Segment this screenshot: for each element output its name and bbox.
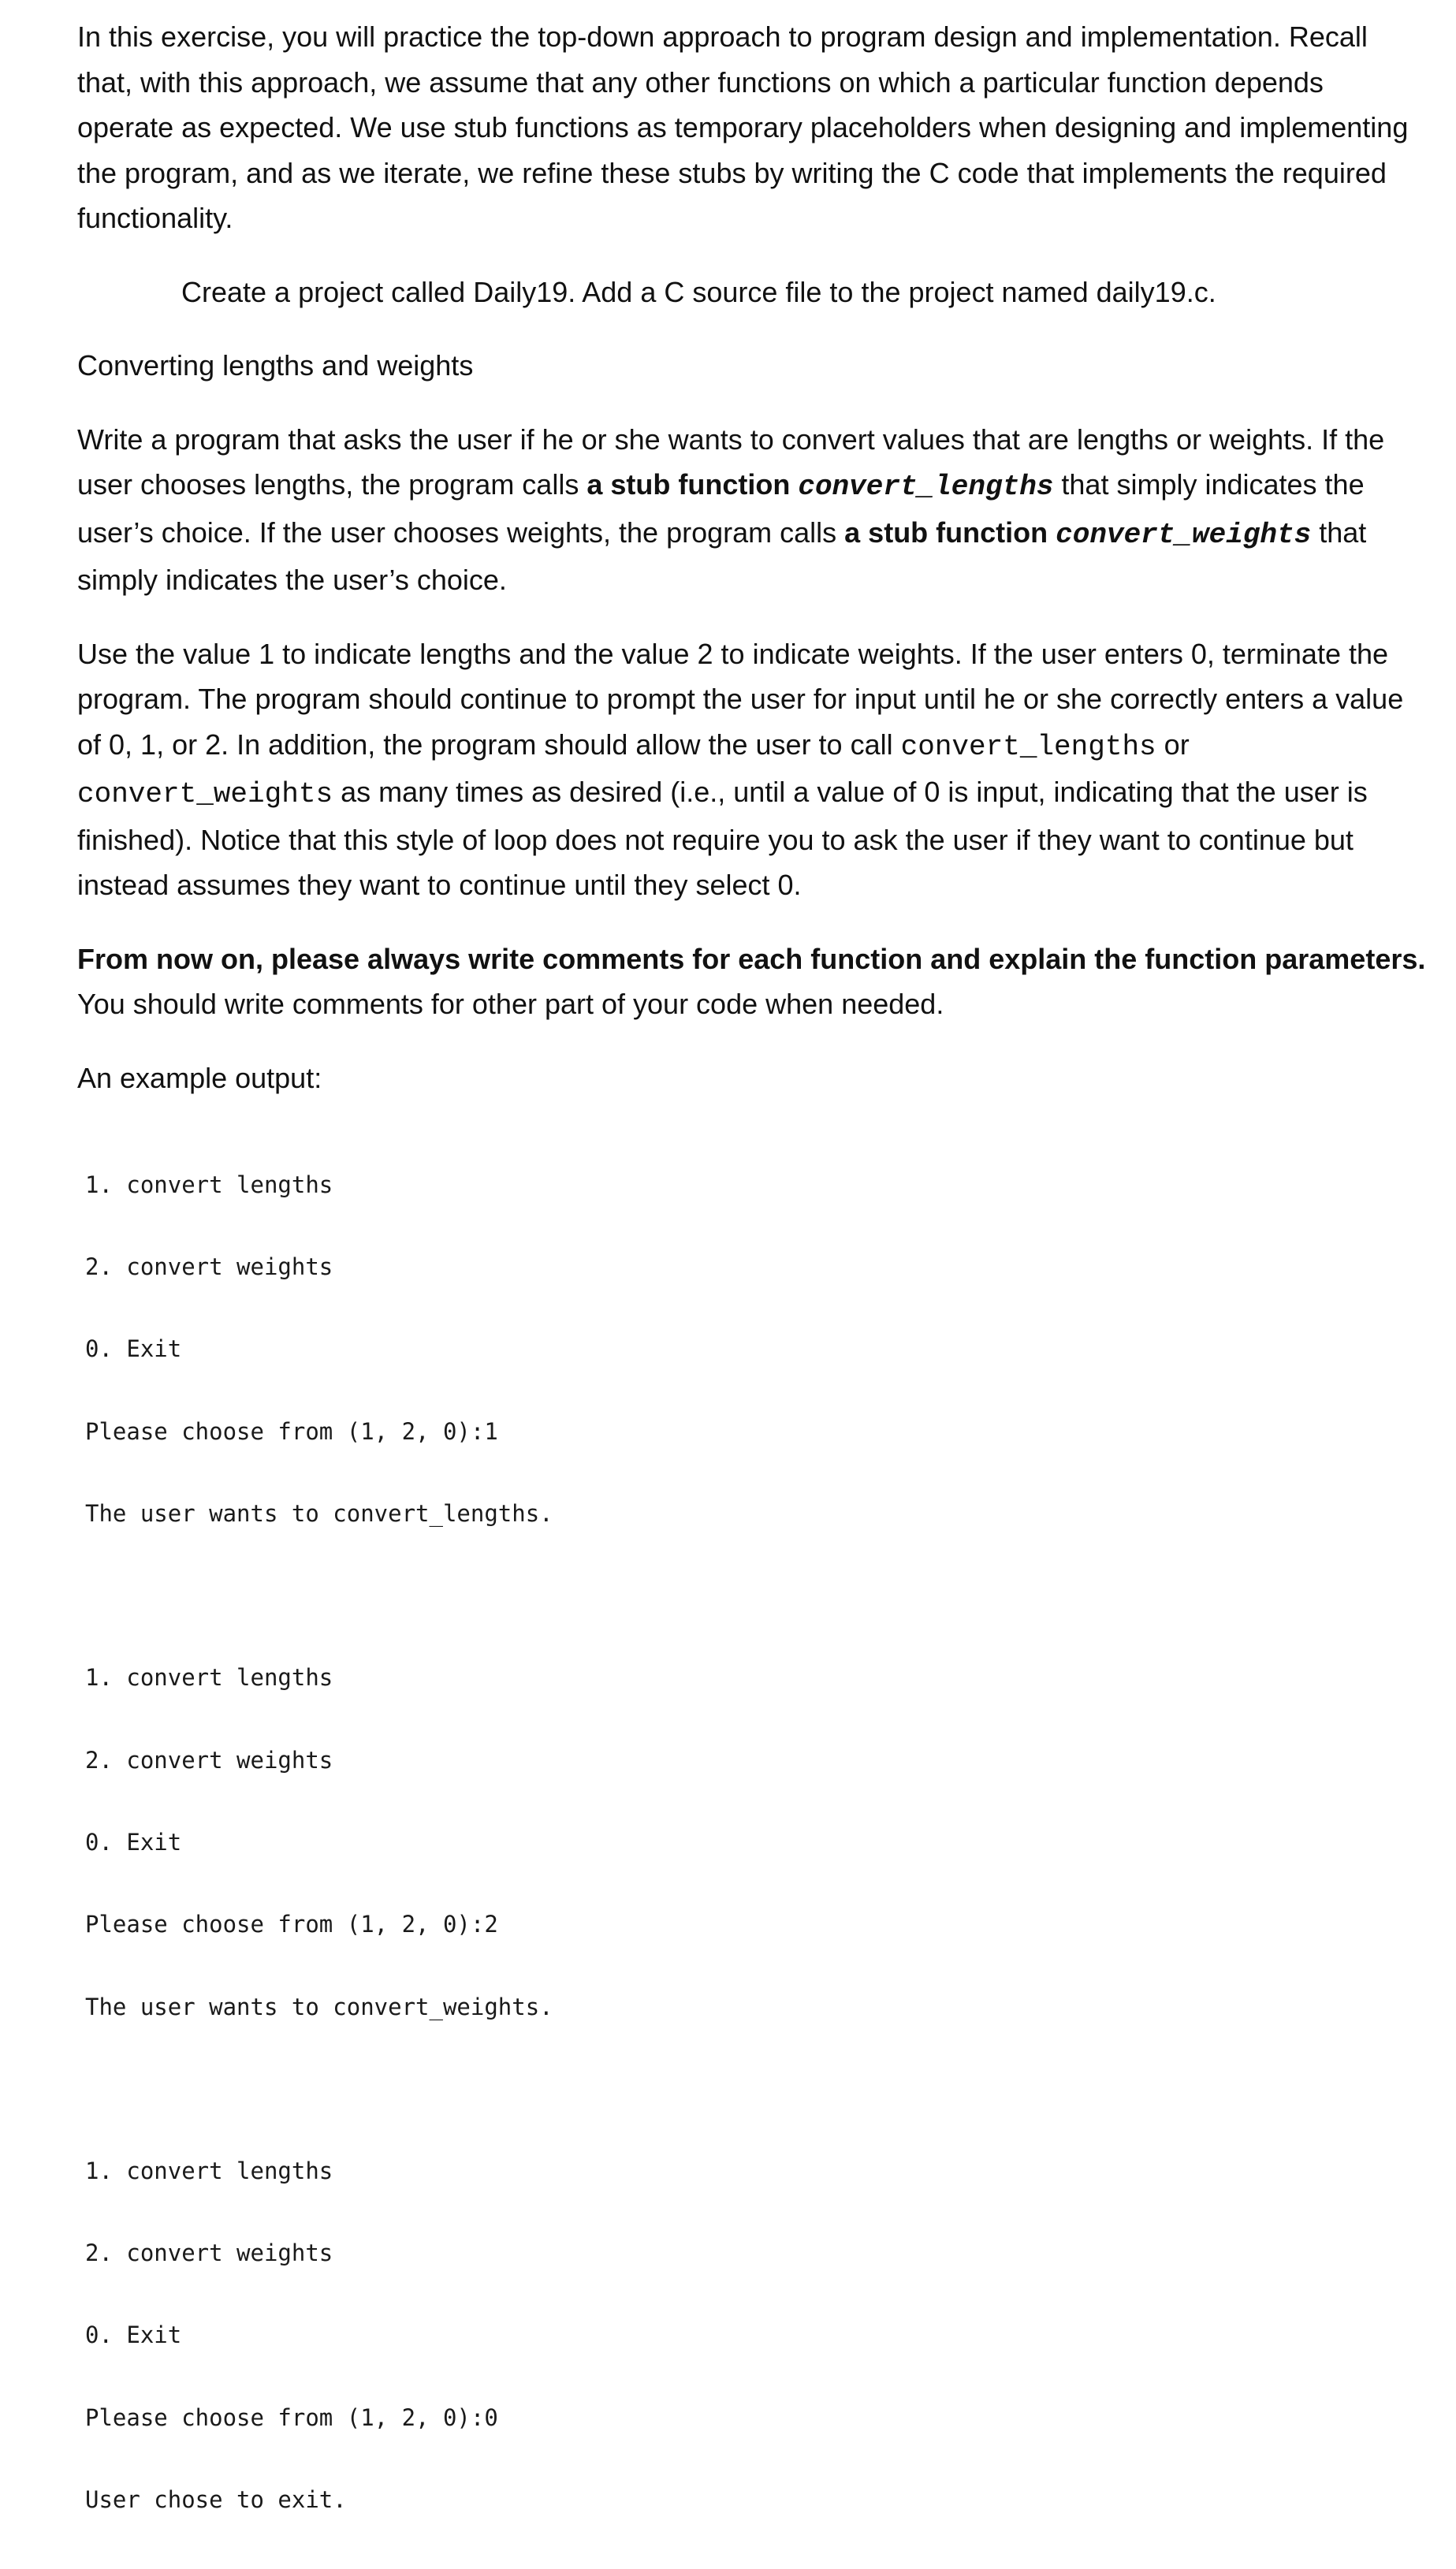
section-title: Converting lengths and weights [77,349,474,382]
document-page [77,14,1427,2569]
console-block-3 [77,2102,1427,2569]
para2-text-3: as many times as desired (i.e., until a value of 0 is input, indicating that the user is finished). Notice that this style of loop does not require you to ask the user if they want to continue but instead assumes they want to continue until they select 0. [77,776,1368,901]
console-line: 0. Exit [85,1828,182,1856]
program-description-paragraph [77,417,1427,603]
console-line: Please choose from (1, 2, 0):0 [85,2403,498,2431]
example-output-label: An example output: [77,1061,322,1094]
convert-weights-inline-code: convert_weights [77,778,333,810]
convert-lengths-inline-code: convert_lengths [900,730,1156,763]
input-rules-paragraph [77,631,1427,908]
para2-text-2: or [1156,728,1190,761]
para1-text-1: Write a program that asks the user if he or she wants to convert values that are lengths or weights. If the user chooses lengths, the program calls [77,423,1385,501]
console-line: The user wants to convert_lengths. [85,1500,553,1528]
comments-note-paragraph [77,936,1427,1027]
comments-note-text: You should write comments for other part of your code when needed. [77,988,944,1020]
console-line: 2. convert weights [85,1746,333,1774]
console-line: The user wants to convert_weights. [85,1993,553,2020]
para1-text-3: that simply indicates the user’s choice. [77,516,1367,596]
convert-lengths-code: convert_lengths [798,471,1054,503]
console-line: 0. Exit [85,2321,182,2349]
comments-note-bold: From now on, please always write comments for each function and explain the function parameters. [77,942,1426,975]
intro-paragraph: In this exercise, you will practice the top-down approach to program design and implementation. Recall that, with this approach, we assume that any other functions on which a particular function depends operate as expected. We use stub functions as temporary placeholders when designing and implementing the program, and as we iterate, we refine these stubs by writing the C code that implements the required functionality. [77,20,1409,234]
para1-bold-1: a stub function [586,468,791,501]
para2-text-1: Use the value 1 to indicate lengths and the value 2 to indicate weights. If the user enters 0, terminate the program. The program should continue to prompt the user for input until he or she correctly enters a value of 0, 1, or 2. In addition, the program should allow the user to call [77,637,1404,761]
console-line: Please choose from (1, 2, 0):2 [85,1911,498,1938]
convert-weights-code: convert_weights [1056,518,1312,551]
console-line: 1. convert lengths [85,1171,333,1198]
console-line: Please choose from (1, 2, 0):1 [85,1417,498,1445]
para1-bold-2: a stub function [844,516,1048,549]
para1-text-2: that simply indicates the user’s choice. If the user chooses weights, the program calls [77,468,1365,549]
console-line: 2. convert weights [85,2239,333,2267]
console-line: 1. convert lengths [85,2157,333,2184]
console-line: User chose to exit. [85,2486,347,2514]
console-line: 1. convert lengths [85,1664,333,1692]
console-block-1 [77,1116,1427,1583]
console-block-2 [77,1610,1427,2076]
console-line: 2. convert weights [85,1253,333,1280]
console-line: 0. Exit [85,1335,182,1363]
project-instruction: Create a project called Daily19. Add a C source file to the project named daily19.c. [181,275,1216,308]
